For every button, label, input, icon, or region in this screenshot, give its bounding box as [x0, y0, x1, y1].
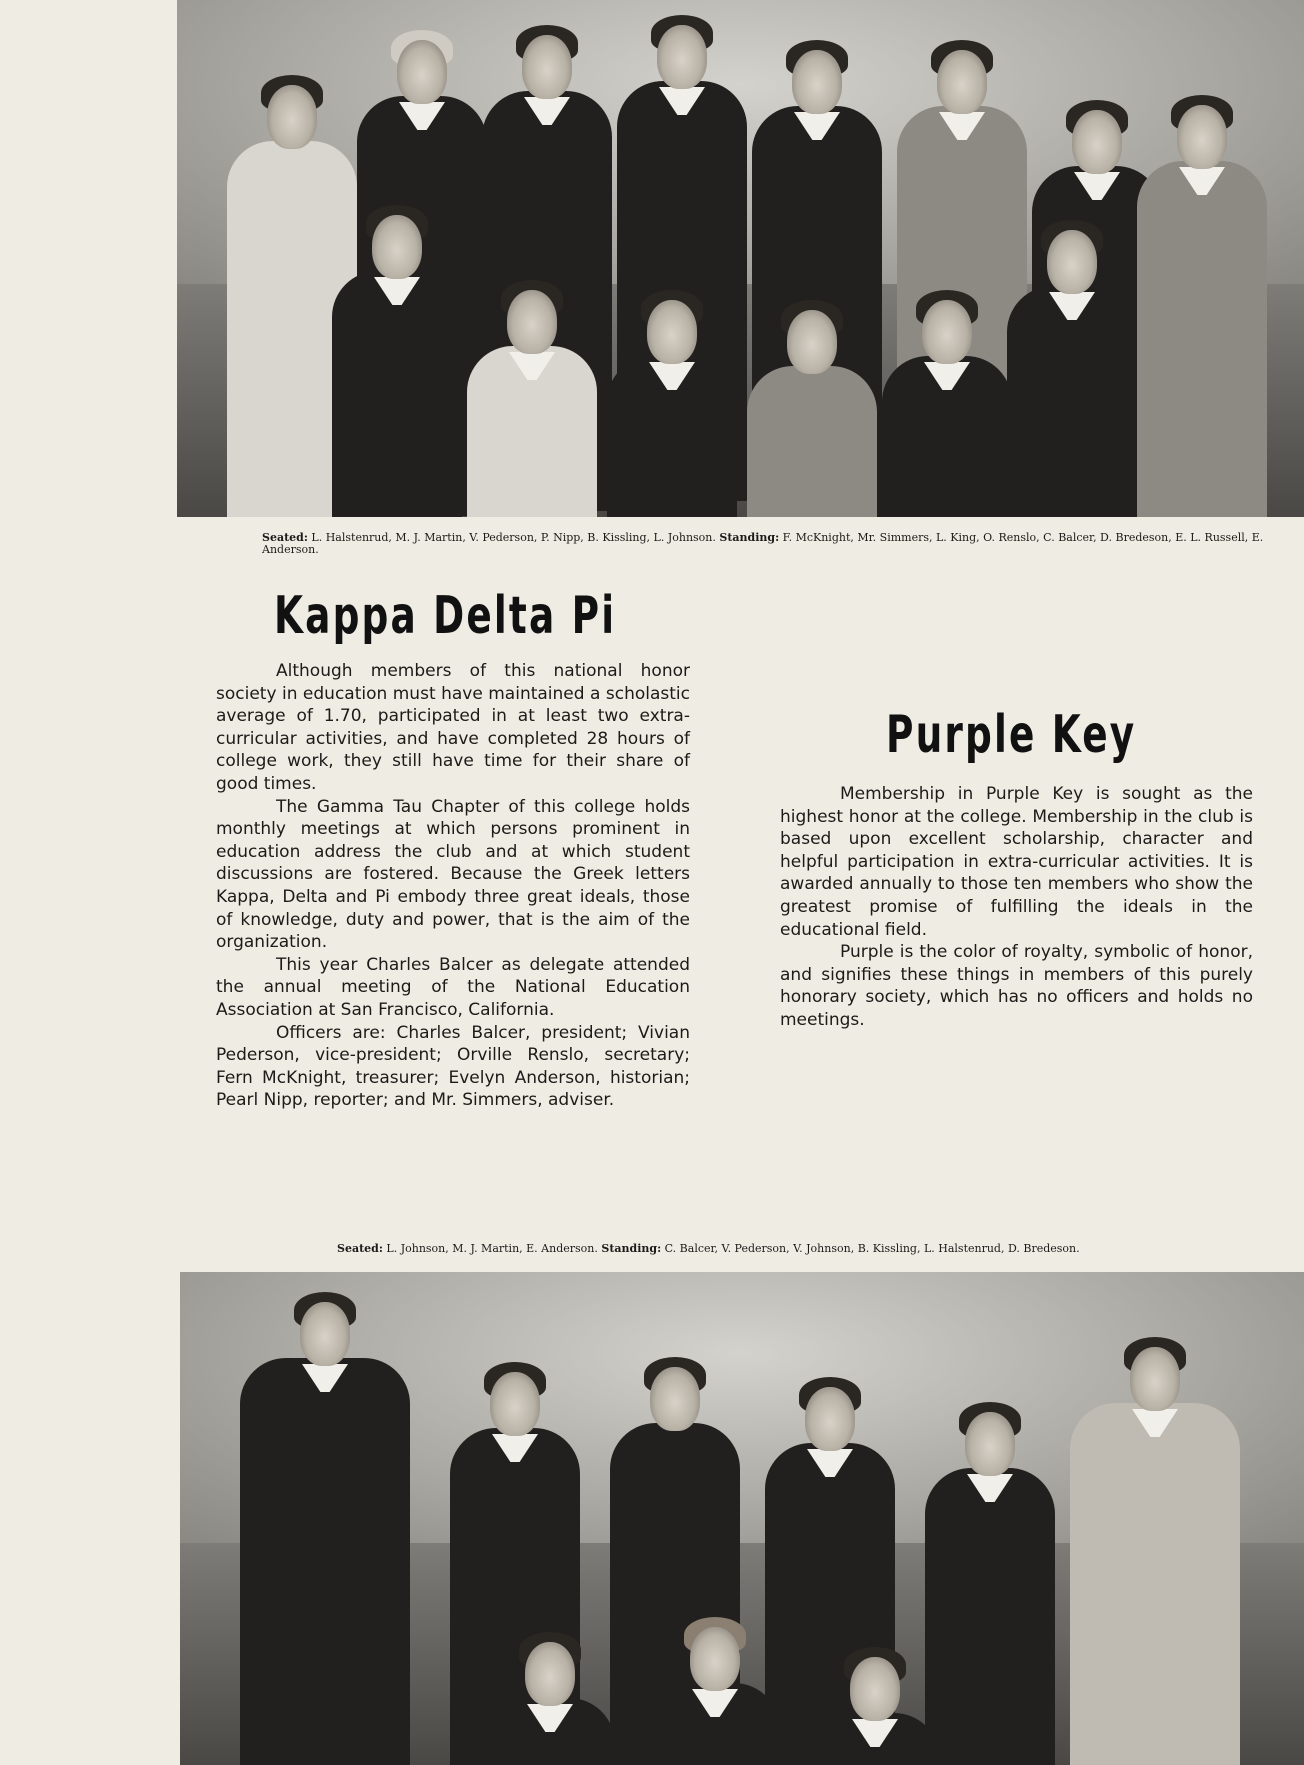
purple-key-photo-caption — [337, 1243, 1287, 1255]
purple-key-title: Purple Key — [886, 705, 1137, 765]
purple-key-group-photo — [180, 1272, 1304, 1765]
caption-seated-label: Seated: — [337, 1242, 383, 1255]
purple-key-body — [780, 783, 1253, 1032]
kappa-delta-pi-title: Kappa Delta Pi — [274, 586, 617, 646]
caption-standing-names: F. McKnight, Mr. Simmers, L. King, O. Renslo, C. Balcer, D. Bredeson, E. L. Russell, E. Anderson. — [262, 531, 1264, 556]
kappa-delta-pi-body — [216, 660, 690, 1112]
purple-paragraph: Membership in Purple Key is sought as the highest honor at the college. Membership in the club is based upon excellent scholarship, character and helpful participation in extra-curricular activities. It is awarded annually to those ten members who show the greatest promise of fulfilling the ideals in the educational field. — [780, 784, 1253, 940]
caption-standing-names: C. Balcer, V. Pederson, V. Johnson, B. Kissling, L. Halstenrud, D. Bredeson. — [664, 1242, 1080, 1255]
caption-standing-label: Standing: — [719, 531, 780, 544]
caption-seated-names: L. Halstenrud, M. J. Martin, V. Pederson, P. Nipp, B. Kissling, L. Johnson. — [311, 531, 716, 544]
kappa-paragraph: The Gamma Tau Chapter of this college holds monthly meetings at which persons prominent in education address the club and at which student discussions are fostered. Because the Greek letters Kappa, Delta and Pi embody three great ideals, those of knowledge, duty and power, that is the aim of the organization. — [216, 796, 690, 953]
caption-standing-label: Standing: — [601, 1242, 662, 1255]
caption-seated-label: Seated: — [262, 531, 308, 544]
caption-seated-names: L. Johnson, M. J. Martin, E. Anderson. — [386, 1242, 598, 1255]
kappa-paragraph: This year Charles Balcer as delegate attended the annual meeting of the National Education Association at San Francisco, California. — [216, 954, 690, 1020]
kappa-paragraph: Although members of this national honor society in education must have maintained a scholastic average of 1.70, participated in at least two extra-curricular activities, and have completed 28 hours of college work, they still have time for their share of good times. — [216, 661, 690, 794]
kappa-delta-pi-group-photo — [177, 0, 1304, 517]
purple-paragraph: Purple is the color of royalty, symbolic of honor, and signifies these things in members of this purely honorary society, which has no officers and holds no meetings. — [780, 942, 1253, 1030]
kappa-photo-caption — [262, 532, 1272, 556]
kappa-paragraph: Officers are: Charles Balcer, president; Vivian Pederson, vice-president; Orville Renslo, secretary; Fern McKnight, treasurer; Evelyn Anderson, historian; Pearl Nipp, reporter; and Mr. Simmers, adviser. — [216, 1022, 690, 1111]
